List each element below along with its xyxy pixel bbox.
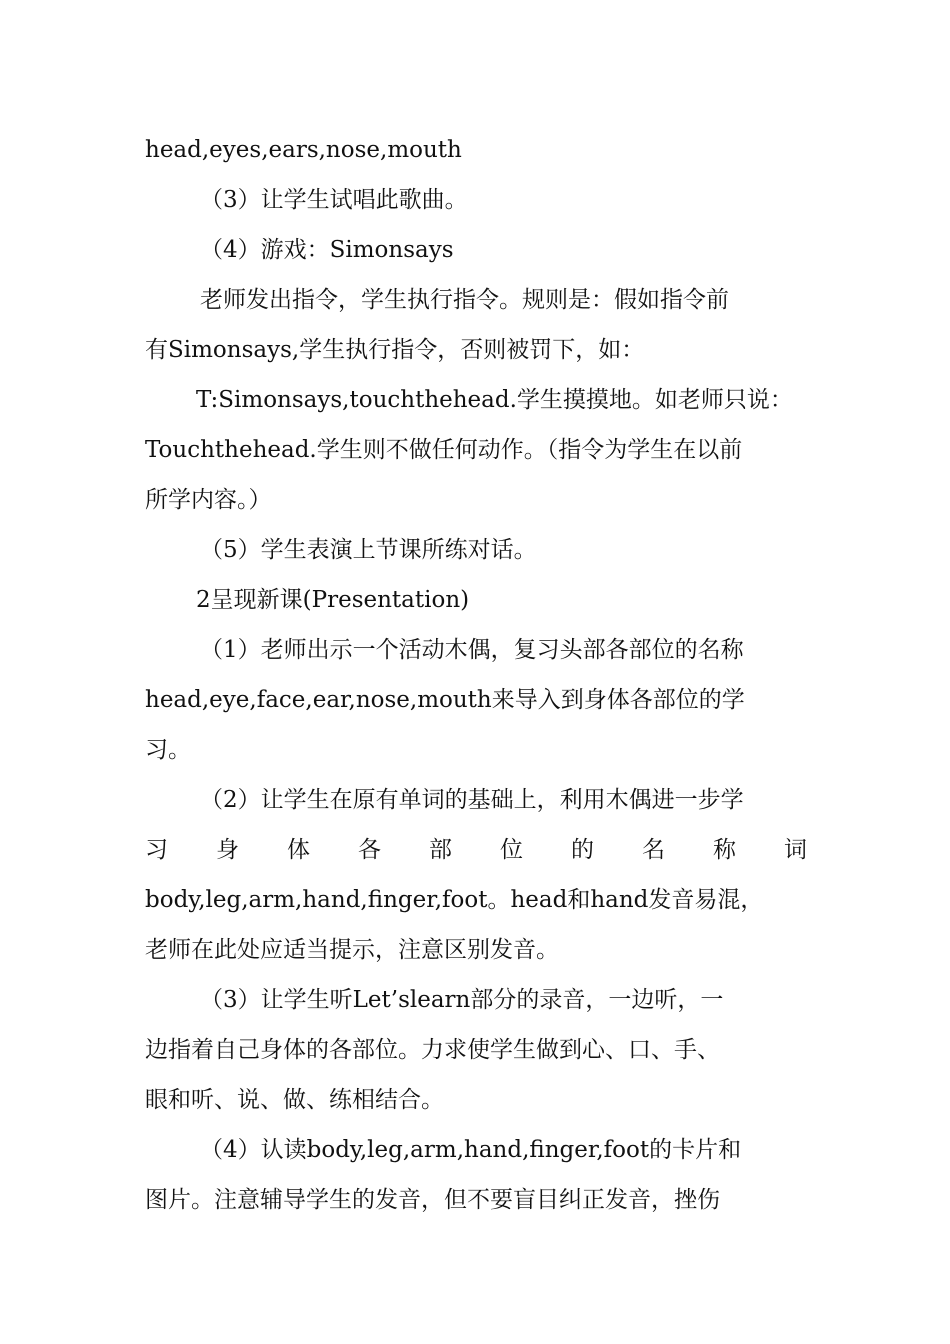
spaced-char: 名 xyxy=(642,837,665,863)
spaced-char: 词 xyxy=(784,837,807,863)
spaced-text-line xyxy=(145,835,807,865)
text-line: （1）老师出示一个活动木偶，复习头部各部位的名称 xyxy=(200,637,744,663)
text-line: 边指着自己身体的各部位。力求使学生做到心、口、手、 xyxy=(145,1037,720,1063)
text-line: （4）游戏：Simonsays xyxy=(200,237,454,263)
text-line: head,eye,face,ear,nose,mouth来导入到身体各部位的学 xyxy=(145,687,745,713)
text-line: 习。 xyxy=(145,737,191,763)
spaced-char: 各 xyxy=(358,837,381,863)
text-line: （3）让学生听Let’slearn部分的录音，一边听，一 xyxy=(200,987,724,1013)
spaced-char: 部 xyxy=(429,837,452,863)
text-line: 有Simonsays,学生执行指令，否则被罚下，如： xyxy=(145,337,645,363)
spaced-char: 习 xyxy=(145,837,168,863)
text-line: head,eyes,ears,nose,mouth xyxy=(145,137,462,163)
spaced-char: 体 xyxy=(287,837,310,863)
text-line: 老师在此处应适当提示，注意区别发音。 xyxy=(145,937,559,963)
text-line: Touchthehead.学生则不做任何动作。（指令为学生在以前 xyxy=(145,437,743,463)
text-line: （3）让学生试唱此歌曲。 xyxy=(200,187,468,213)
text-line: （2）让学生在原有单词的基础上，利用木偶进一步学 xyxy=(200,787,744,813)
spaced-char: 身 xyxy=(216,837,239,863)
text-line: body,leg,arm,hand,finger,foot。head和hand发音易混， xyxy=(145,887,764,913)
section-heading: 2呈现新课(Presentation) xyxy=(196,587,470,613)
spaced-char: 称 xyxy=(713,837,736,863)
text-line: T:Simonsays,touchthehead.学生摸摸地。如老师只说： xyxy=(196,387,793,413)
spaced-char: 的 xyxy=(571,837,594,863)
text-line: 老师发出指令，学生执行指令。规则是：假如指令前 xyxy=(200,287,729,313)
text-line: 图片。注意辅导学生的发音，但不要盲目纠正发音，挫伤 xyxy=(145,1187,720,1213)
spaced-char: 位 xyxy=(500,837,523,863)
text-line: 眼和听、说、做、练相结合。 xyxy=(145,1087,444,1113)
text-line: （4）认读body,leg,arm,hand,finger,foot的卡片和 xyxy=(200,1137,742,1163)
text-line: （5）学生表演上节课所练对话。 xyxy=(200,537,537,563)
text-line: 所学内容。） xyxy=(145,487,272,513)
